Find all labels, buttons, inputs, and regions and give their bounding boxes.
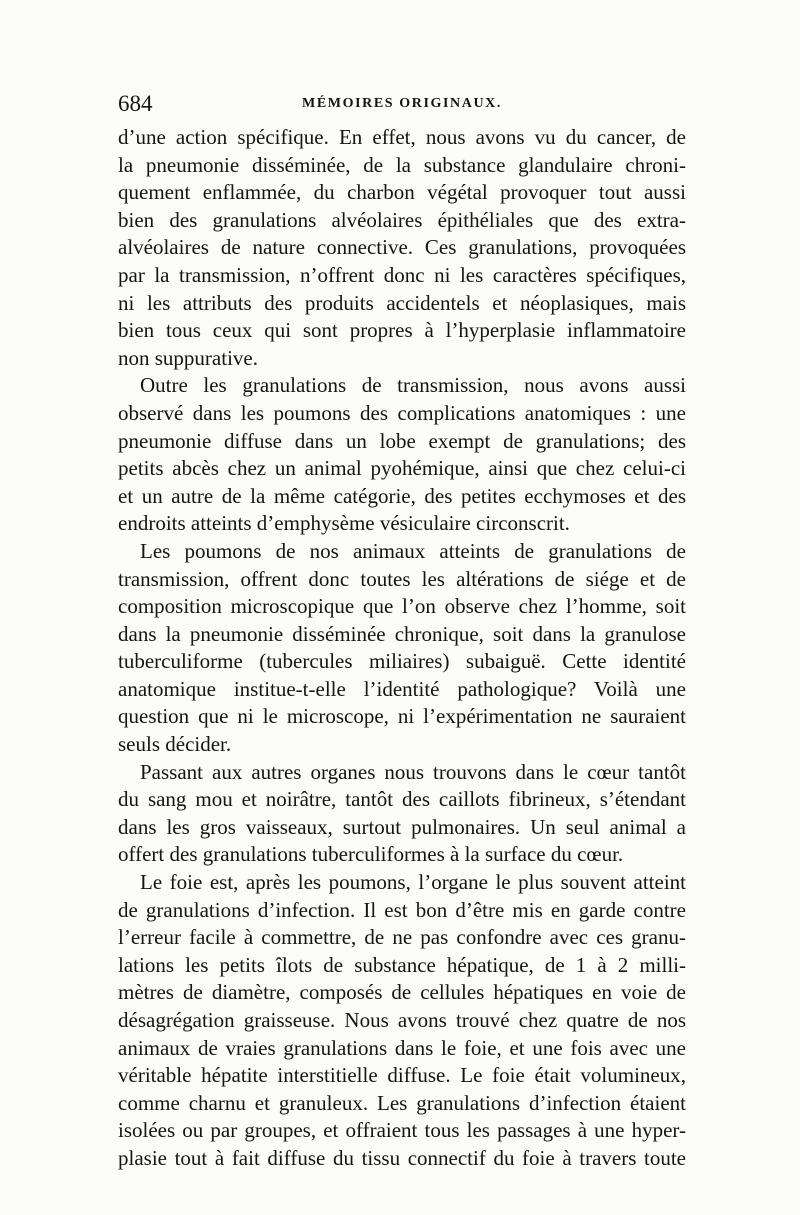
text-line: petits abcès chez un animal pyohémique, ainsi que chez celui-ci [118,456,686,481]
text-line: plasie tout à fait diffuse du tissu connectif du foie à travers toute [118,1145,686,1170]
text-line: seuls décider. [118,732,232,757]
text-line: bien des granulations alvéolaires épithéliales que des extra- [118,207,686,232]
text-line: par la transmission, n’offrent donc ni les caractères spécifiques, [118,262,686,287]
text-line: la pneumonie disséminée, de la substance glandulaire chroni- [118,152,686,177]
text-line: bien tous ceux qui sont propres à l’hyperplasie inflammatoire [118,318,686,343]
text-line: Passant aux autres organes nous trouvons dans le cœur tantôt [140,759,686,784]
body-text [118,124,686,1173]
text-line: question que ni le microscope, ni l’expérimentation ne sauraient [118,704,686,729]
text-line: quement enflammée, du charbon végétal provoquer tout aussi [118,180,686,205]
running-title: MÉMOIRES ORIGINAUX. [302,96,502,111]
text-line: anatomique institue-t-elle l’identité pathologique? Voilà une [118,676,686,701]
text-line: de granulations d’infection. Il est bon d’être mis en garde contre [118,897,686,922]
text-line: alvéolaires de nature connective. Ces granulations, provoquées [118,235,686,260]
text-line: l’erreur facile à commettre, de ne pas confondre avec ces granu- [118,925,686,950]
text-line: lations les petits îlots de substance hépatique, de 1 à 2 milli- [118,952,686,977]
text-line: véritable hépatite interstitielle diffuse. Le foie était volumineux, [118,1063,686,1088]
text-line: Outre les granulations de transmission, nous avons aussi [140,373,686,398]
text-line: isolées ou par groupes, et offraient tous les passages à une hyper- [118,1118,686,1143]
text-line: d’une action spécifique. En effet, nous avons vu du cancer, de [118,125,686,149]
page-number: 684 [118,91,153,116]
text-line: dans les gros vaisseaux, surtout pulmonaires. Un seul animal a [118,814,686,839]
text-line: du sang mou et noirâtre, tantôt des caillots fibrineux, s’étendant [118,787,686,812]
text-line: mètres de diamètre, composés de cellules hépatiques en voie de [118,980,686,1005]
text-line: animaux de vraies granulations dans le foie, et une fois avec une [118,1035,686,1060]
text-line: désagrégation graisseuse. Nous avons trouvé chez quatre de nos [118,1008,686,1032]
text-line: Le foie est, après les poumons, l’organe le plus souvent atteint [140,870,686,895]
text-line: ni les attributs des produits accidentels et néoplasiques, mais [118,290,686,315]
text-line: endroits atteints d’emphysème vésiculaire circonscrit. [118,511,570,536]
text-line: pneumonie diffuse dans un lobe exempt de granulations; des [118,428,686,453]
text-line: comme charnu et granuleux. Les granulations d’infection étaient [118,1090,686,1115]
text-line: composition microscopique que l’on observe chez l’homme, soit [118,594,686,619]
text-line: non suppurative. [118,345,258,370]
page-header [118,91,686,117]
text-line: transmission, offrent donc toutes les altérations de siége et de [118,566,686,591]
text-line: offert des granulations tuberculiformes à la surface du cœur. [118,842,624,867]
text-line: tuberculiforme (tubercules miliaires) subaiguë. Cette identité [118,649,686,674]
text-line: observé dans les poumons des complications anatomiques : une [118,400,686,425]
text-line: Les poumons de nos animaux atteints de granulations de [140,538,686,563]
text-line: dans la pneumonie disséminée chronique, soit dans la granulose [118,621,686,646]
text-line: et un autre de la même catégorie, des petites ecchymoses et des [118,483,686,508]
